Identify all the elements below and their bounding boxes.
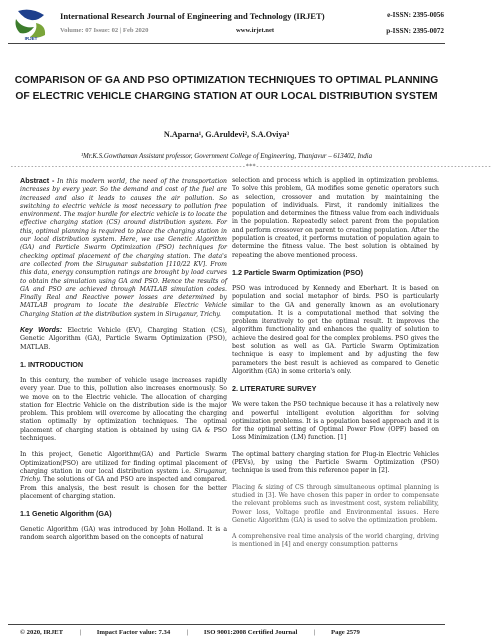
keywords-label: Key Words: (20, 327, 63, 335)
literature-paragraph-4: A comprehensive real time analysis of the world charging, driving is mentioned in [4] and energy consumption patterns (232, 533, 439, 549)
intro-paragraph-2 (20, 451, 227, 501)
pso-heading: 1.2 Particle Swarm Optimization (PSO) (232, 267, 364, 277)
literature-paragraph-3: Placing & sizing of CS through simultaneous optimal planning is studied in [3]. We have chosen this paper in order to compensate the relevant problems such as investment cost, system reliability, Power loss, Voltage profile and Environmental issues. Here Genetic Algorithm (GA) is used to solve the optimization problem. (232, 483, 439, 524)
page-footer (20, 629, 440, 636)
pissn: p-ISSN: 2395-0072 (386, 27, 444, 35)
intro-p2-text-b: The solutions of GA and PSO are inspected and compared. From this analysis, the best result is chosen for the better placement of charging station. (20, 476, 227, 500)
keywords-text: Electric Vehicle (EV), Charging Station (CS), Genetic Algorithm (GA), Particle Swarm Optimization (PSO), MATLAB. (20, 327, 227, 351)
footer-impact-factor: Impact Factor value: 7.34 (96, 629, 171, 636)
left-column (20, 177, 227, 551)
section-separator: ---------------------------------------------------------------------***--------------------------------------------------------------------- (10, 163, 491, 170)
eissn: e-ISSN: 2395-0056 (387, 11, 444, 19)
journal-header (14, 9, 444, 41)
abstract-label: Abstract - (20, 176, 55, 185)
intro-heading: 1. INTRODUCTION (20, 359, 84, 369)
author-affiliation: ¹Mr.K.S.Gowthaman Assistant professor, Government College of Engineering, Thanjavur – 613402, India (80, 153, 373, 160)
abstract (20, 177, 227, 319)
journal-website[interactable]: www.irjet.net (236, 27, 275, 34)
footer-separator: | (186, 629, 189, 636)
irjet-logo (14, 9, 48, 41)
literature-paragraph-2: The optimal battery charging station for Plug-in Electric Vehicles (PEVs), by using the Particle Swarm Optimization (PSO) technique is used from this reference paper in [2]. (232, 450, 439, 475)
footer-rule (8, 624, 445, 625)
paper-authors: N.Aparna¹, G.Aruldevi², S.A.Oviya³ (163, 130, 290, 139)
footer-separator: | (79, 629, 82, 636)
intro-p2-location: Siruganur, Trichy. (20, 467, 227, 484)
footer-page-number: Page 2579 (331, 629, 360, 636)
intro-paragraph-1: In this century, the number of vehicle usage increases rapidly every year. Due to this, pollution also increases enormously. So we move on to the Electric vehicle. The allocation of charging station for Electric Vehicle on the distribution side is the major problem. This problem will overcome by allocating the charging station optimally by optimization techniques. The optimal placement of charging station is obtained by using GA & PSO techniques. (20, 376, 227, 443)
footer-copyright: © 2020, IRJET (20, 629, 64, 636)
footer-separator: | (314, 629, 316, 636)
pso-paragraph: PSO was introduced by Kennedy and Eberhart. It is based on population and social metaphor of birds. PSO is particularly similar to the GA and generally known as an evolutionary computation. It is a computational method that solving the problem iteratively to get the optimal result. It improves the algorithm functionality and enhances the quality of solution to achieve the desired goal for the complex problems. PSO gives the best solution as well as GA. Particle Swarm Optimization technique is easy to implement and by adjusting the few parameters the best result is achieved as compared to Genetic Algorithm (GA) in some criteria's only. (232, 284, 439, 375)
journal-name: International Research Journal of Engineering and Technology (IRJET) (60, 11, 325, 21)
intro-p2-text-a: In this project, Genetic Algorithm(GA) and Particle Swarm Optimization(PSO) are utilized for finding optimal placement of charging station in our local distribution system i.e. (20, 451, 227, 475)
volume-issue: Volume: 07 Issue: 02 | Feb 2020 (60, 27, 149, 34)
ga-heading: 1.1 Genetic Algorithm (GA) (20, 509, 112, 519)
svg-text:IRJET: IRJET (24, 36, 38, 41)
abstract-text: In this modern world, the need of the transportation increases by every year. So the demand and cost of the fuel are increased and also it leads to causes the air pollution. So switching to electric vehicle is most necessary to pollution free environment. The major hurdle for electric vehicle is to locate the effective charging station (CS) around distribution system. For this, optimal planning is required to place the charging station in our local distribution system. Here, we use Genetic Algorithm (GA) and Particle Swarm Optimization (PSO) techniques for checking optimal placement of the charging station. The data's are collected from the Sirugunar substation [110/22 KV]. From this data, energy consumption ratings are brought by load curves to obtain the simulation using GA and PSO. Hence the results of GA and PSO are achieved through MATLAB simulation codes. Finally Real and Reactive power losses are determined by MATLAB program to locate the desirable Electric Vehicle Charging Station at the distribution system in Siruganur, Trichy. (20, 178, 227, 318)
literature-paragraph-1: We were taken the PSO technique because it has a relatively new and powerful intelligent evolution algorithm for solving optimization problems. It is a population based approach and it is for the optimal setting of Optimal Power Flow (OPF) based on Loss Minimization (LM) function. [1] (232, 401, 439, 442)
footer-iso: ISO 9001:2008 Certified Journal (203, 629, 298, 636)
keywords (20, 327, 227, 352)
paper-title: COMPARISON OF GA AND PSO OPTIMIZATION TECHNIQUES TO OPTIMAL PLANNING OF ELECTRIC VEHICLE CHARGING STATION AT OUR LOCAL DISTRIBUTION SYSTEM (14, 75, 439, 102)
literature-heading: 2. LITERATURE SURVEY (232, 384, 317, 394)
header-rule (8, 43, 445, 44)
ga-paragraph-continued: selection and process which is applied in optimization problems. To solve this problem, GA modifies some genetic operators such as selection, crossover and mutation by maintaining the population of individuals. First, it randomly initializes the population and determines the fitness value from each individuals in the population. Repeatedly select parent from the population and perform crossover on parent to creating population. After the population is created, it performs mutation of population again to determine the fitness value. The best solution is obtained by repeating the above mentioned process. (232, 177, 439, 259)
right-column (232, 177, 439, 558)
ga-paragraph: Genetic Algorithm (GA) was introduced by John Holland. It is a random search algorithm based on the concepts of natural (20, 526, 227, 542)
